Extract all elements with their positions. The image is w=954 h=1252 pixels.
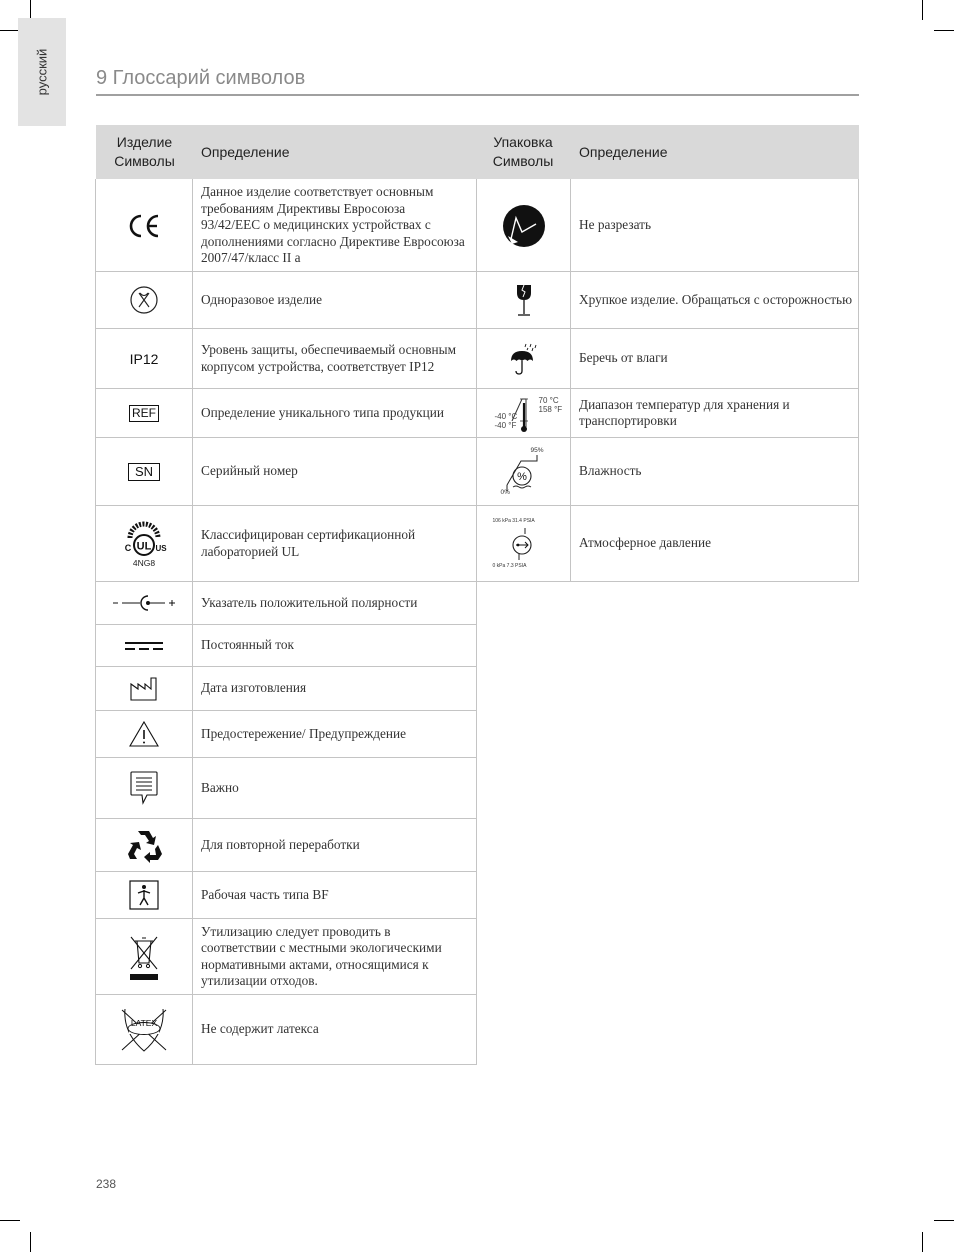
table-row-icon-cell xyxy=(477,389,570,437)
crop-mark xyxy=(934,1220,954,1221)
table-row-definition: Атмосферное давление xyxy=(579,535,711,551)
svg-text:C: C xyxy=(124,542,132,553)
section-title: 9 Глоссарий символов xyxy=(96,67,306,89)
manufacture-date-icon xyxy=(129,676,159,702)
crop-mark xyxy=(30,0,31,20)
pressure-low: 0 kPa 7.3 PSIA xyxy=(492,562,527,569)
table-row-definition: Классифицирован сертификационной лабораторией UL xyxy=(201,527,416,559)
svg-text:%: % xyxy=(516,470,527,483)
table-row-definition: Указатель положительной полярности xyxy=(201,594,418,610)
header-definition-right: Определение xyxy=(579,143,668,160)
grid-line xyxy=(858,179,859,582)
important-note-icon xyxy=(129,770,159,806)
table-row-icon-cell xyxy=(96,711,192,757)
recycle-icon xyxy=(125,827,163,863)
table-row-icon-cell xyxy=(96,582,192,624)
temp-high-c: 70 °C xyxy=(538,396,559,405)
table-row-definition: Беречь от влаги xyxy=(579,350,668,366)
table-row-definition: Влажность xyxy=(579,463,642,479)
table-row-definition: Хрупкое изделие. Обращаться с осторожностью xyxy=(579,291,853,307)
humidity-high: 95% xyxy=(530,446,544,454)
table-row-icon-cell xyxy=(96,329,192,388)
table-row-definition: Данное изделие соответствует основным требованиям Директивы Евросоюза 93/42/EEC о медицинских устройствах с дополнениями согласно Директиве Евросоюза 2007/47/класс II a xyxy=(201,184,465,266)
grid-line xyxy=(476,581,859,582)
weee-disposal-icon xyxy=(127,933,161,981)
temp-high-f: 158 °F xyxy=(538,405,563,414)
table-row-definition: Постоянный ток xyxy=(201,637,294,653)
page-number: 238 xyxy=(96,1177,117,1191)
table-row-icon-cell xyxy=(477,272,570,328)
table-row-definition: Для повторной переработки xyxy=(201,836,360,852)
crop-mark xyxy=(922,1232,923,1252)
title-rule xyxy=(96,94,859,96)
table-row-icon-cell xyxy=(96,758,192,818)
ce-mark-icon xyxy=(127,213,161,239)
ip-rating-icon: IP12 xyxy=(129,350,159,367)
crop-mark xyxy=(922,0,923,20)
polarity-icon xyxy=(112,594,176,612)
header-definition-left: Определение xyxy=(201,143,290,160)
crop-mark xyxy=(30,1232,31,1252)
grid-line xyxy=(95,1064,477,1065)
keep-dry-icon xyxy=(509,342,539,376)
type-bf-icon xyxy=(129,880,159,910)
ul-classified-icon xyxy=(120,520,168,560)
ul-file-number: 4NG8 xyxy=(132,557,156,568)
table-row-icon-cell xyxy=(96,819,192,871)
table-row-icon-cell xyxy=(96,389,192,437)
single-use-icon xyxy=(129,285,159,315)
table-row-icon-cell xyxy=(96,625,192,666)
direct-current-icon xyxy=(125,640,163,652)
table-row-definition: Диапазон температур для хранения и транспортировки xyxy=(579,396,790,428)
crop-mark xyxy=(0,1220,20,1221)
grid-line xyxy=(192,179,193,1065)
table-row-definition: Дата изготовления xyxy=(201,680,307,696)
table-row-icon-cell xyxy=(477,180,570,271)
table-row-icon-cell xyxy=(477,329,570,388)
pressure-high: 106 kPa 31.4 PSIA xyxy=(492,517,535,524)
table-row-icon-cell xyxy=(96,872,192,918)
table-row-definition: Не разрезать xyxy=(579,217,652,233)
warning-icon xyxy=(128,720,160,748)
svg-text:US: US xyxy=(155,543,167,553)
table-row-definition: Уровень защиты, обеспечиваемый основным корпусом устройства, соответствует IP12 xyxy=(201,342,456,374)
table-row-definition: Утилизацию следует проводить в соответствии с местными экологическими нормативными актами, относящимися к утилизации отходов. xyxy=(201,923,442,988)
language-tab-label: русский xyxy=(34,48,50,96)
table-row-icon-cell xyxy=(96,506,192,581)
temp-low-c: -40 °C xyxy=(494,412,518,421)
grid-line xyxy=(570,179,571,582)
table-row-definition: Одноразовое изделие xyxy=(201,291,323,307)
table-row-icon-cell xyxy=(477,506,570,581)
fragile-icon xyxy=(515,283,533,317)
latex-icon-label: LATEX xyxy=(130,1017,158,1028)
table-row-definition: Рабочая часть типа BF xyxy=(201,886,329,902)
table-row-icon-cell xyxy=(477,438,570,505)
table-row-definition: Предостережение/ Предупреждение xyxy=(201,725,406,741)
table-row-definition: Не содержит латекса xyxy=(201,1021,319,1037)
table-row-icon-cell xyxy=(96,667,192,710)
temp-low-f: -40 °F xyxy=(494,421,517,430)
crop-mark xyxy=(0,30,20,31)
table-row-icon-cell xyxy=(96,180,192,271)
table-row-icon-cell xyxy=(96,438,192,505)
table-row-definition: Серийный номер xyxy=(201,463,298,479)
svg-text:UL: UL xyxy=(136,540,152,552)
header-product-symbols: Изделие Символы xyxy=(114,134,175,169)
table-row-definition: Важно xyxy=(201,779,239,795)
do-not-cut-icon xyxy=(502,204,546,248)
header-package-symbols: Упаковка Символы xyxy=(492,134,554,169)
humidity-low: 0% xyxy=(500,488,510,496)
crop-mark xyxy=(934,30,954,31)
table-row-definition: Определение уникального типа продукции xyxy=(201,404,444,420)
table-row-icon-cell xyxy=(96,272,192,328)
ref-icon: REF xyxy=(129,405,159,422)
serial-number-icon: SN xyxy=(128,463,160,481)
table-row-icon-cell xyxy=(96,919,192,994)
table-row-icon-cell xyxy=(96,995,192,1064)
